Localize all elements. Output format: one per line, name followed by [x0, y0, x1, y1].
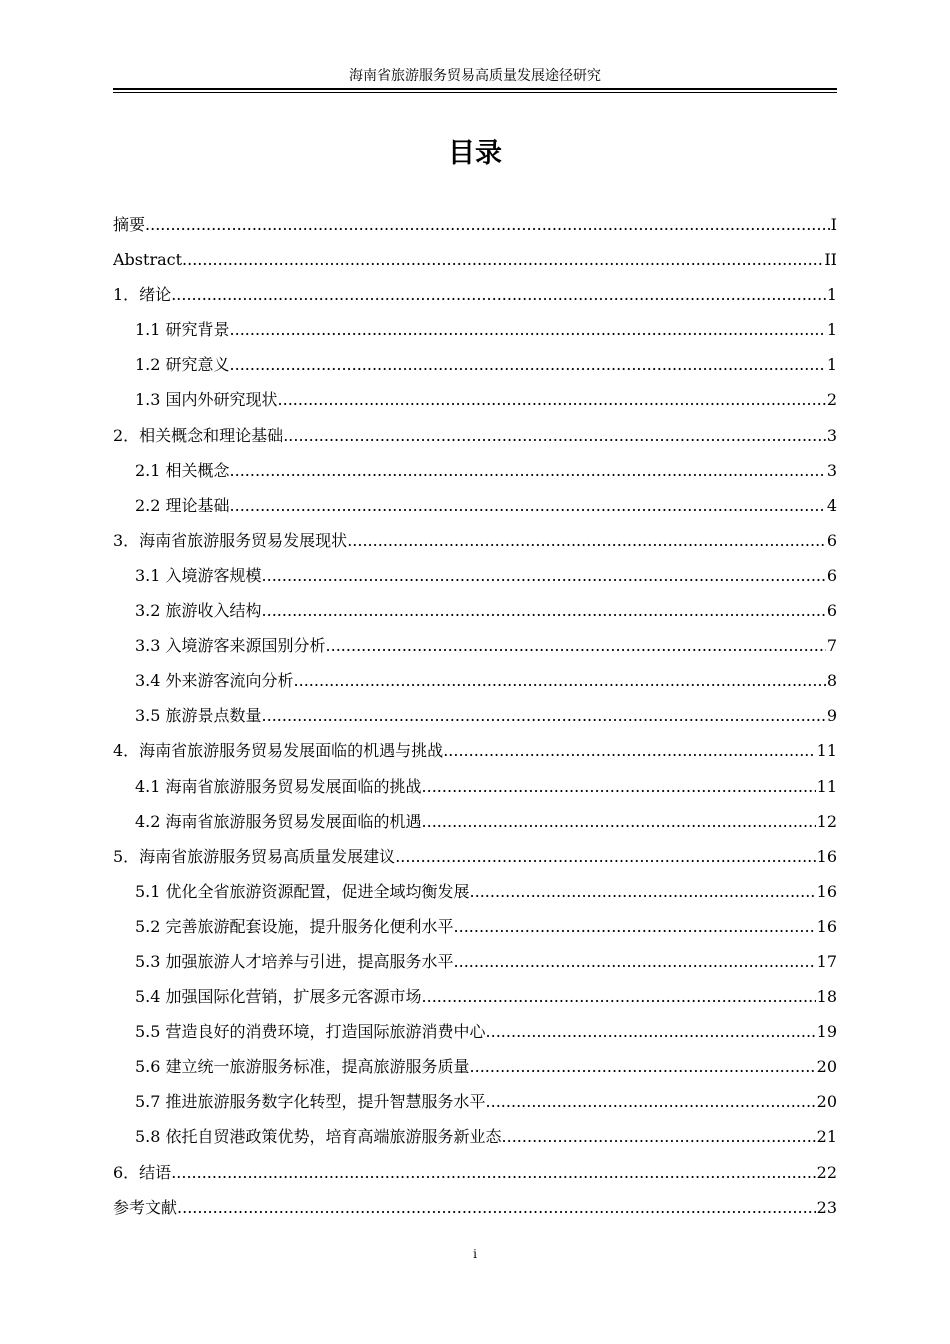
- toc-entry[interactable]: [113, 628, 837, 663]
- toc-dot-leader: [422, 979, 816, 1014]
- toc-entry[interactable]: [113, 769, 837, 804]
- toc-entry[interactable]: [113, 523, 837, 558]
- toc-entry-label: 3.5 旅游景点数量: [135, 706, 262, 726]
- toc-entry-page: 20: [816, 1092, 837, 1112]
- toc-entry-page: 1: [826, 355, 837, 375]
- toc-entry[interactable]: [113, 418, 837, 453]
- toc-entry-page: 20: [816, 1057, 837, 1077]
- toc-entry[interactable]: [113, 558, 837, 593]
- toc-entry[interactable]: [113, 242, 837, 277]
- toc-entry-page: 6: [826, 530, 837, 550]
- toc-dot-leader: [171, 277, 826, 312]
- toc-dot-leader: [443, 733, 815, 768]
- toc-dot-leader: [262, 558, 826, 593]
- toc-dot-leader: [454, 944, 816, 979]
- toc-entry-label: 5.8 依托自贸港政策优势，培育高端旅游服务新业态: [135, 1127, 502, 1147]
- toc-entry-label: 4.2 海南省旅游服务贸易发展面临的机遇: [135, 811, 422, 831]
- toc-entry[interactable]: [113, 909, 837, 944]
- toc-entry-label: 1．绪论: [113, 285, 172, 305]
- toc-dot-leader: [145, 207, 830, 242]
- toc-entry-label: 2.2 理论基础: [135, 495, 230, 515]
- toc-entry[interactable]: [113, 663, 837, 698]
- toc-entry[interactable]: [113, 382, 837, 417]
- toc-entry-page: 23: [816, 1197, 837, 1217]
- toc-entry-page: 8: [826, 671, 837, 691]
- toc-dot-leader: [486, 1014, 816, 1049]
- toc-entry[interactable]: [113, 698, 837, 733]
- toc-entry-page: 3: [826, 425, 837, 445]
- toc-entry-label: 3.1 入境游客规模: [135, 565, 262, 585]
- toc-entry[interactable]: [113, 312, 837, 347]
- toc-entry[interactable]: [113, 488, 837, 523]
- running-header: 海南省旅游服务贸易高质量发展途径研究: [349, 68, 601, 84]
- toc-entry-label: 5．海南省旅游服务贸易高质量发展建议: [113, 846, 396, 866]
- toc-entry-label: 5.4 加强国际化营销，扩展多元客源市场: [135, 987, 422, 1007]
- toc-entry-label: 1.1 研究背景: [135, 320, 230, 340]
- toc-entry-page: 11: [816, 741, 837, 761]
- header-rule-thick: [113, 88, 837, 90]
- toc-dot-leader: [470, 1049, 816, 1084]
- toc-entry-label: 3．海南省旅游服务贸易发展现状: [113, 530, 348, 550]
- toc-entry-label: 1.2 研究意义: [135, 355, 230, 375]
- toc-dot-leader: [470, 874, 816, 909]
- toc-entry[interactable]: [113, 979, 837, 1014]
- toc-dot-leader: [422, 804, 816, 839]
- toc-entry-page: 4: [826, 495, 837, 515]
- toc-entry[interactable]: [113, 593, 837, 628]
- toc-dot-leader: [177, 1190, 816, 1225]
- header-rule-thin: [113, 92, 837, 93]
- toc-dot-leader: [182, 242, 823, 277]
- toc-entry[interactable]: [113, 1119, 837, 1154]
- toc-entry-label: 5.2 完善旅游配套设施，提升服务化便利水平: [135, 916, 454, 936]
- toc-entry-label: 1.3 国内外研究现状: [135, 390, 278, 410]
- page-number: i: [473, 1247, 477, 1261]
- toc-entry-page: 18: [816, 987, 837, 1007]
- toc-entry-page: 12: [816, 811, 837, 831]
- table-of-contents: [113, 207, 837, 1225]
- toc-entry-label: 3.2 旅游收入结构: [135, 601, 262, 621]
- toc-entry[interactable]: [113, 207, 837, 242]
- toc-title: 目录: [448, 138, 502, 169]
- toc-entry-page: 6: [826, 601, 837, 621]
- toc-dot-leader: [294, 663, 826, 698]
- toc-entry-page: 16: [816, 846, 837, 866]
- toc-entry[interactable]: [113, 874, 837, 909]
- toc-entry[interactable]: [113, 804, 837, 839]
- toc-entry-label: 5.1 优化全省旅游资源配置，促进全域均衡发展: [135, 881, 470, 901]
- toc-entry[interactable]: [113, 347, 837, 382]
- toc-entry-page: 19: [816, 1022, 837, 1042]
- toc-entry[interactable]: [113, 1190, 837, 1225]
- toc-entry-page: 22: [816, 1162, 837, 1182]
- toc-dot-leader: [262, 593, 826, 628]
- toc-dot-leader: [230, 312, 826, 347]
- toc-entry-page: 2: [826, 390, 837, 410]
- toc-entry-label: 摘要: [113, 215, 146, 234]
- toc-entry[interactable]: [113, 277, 837, 312]
- toc-dot-leader: [278, 382, 826, 417]
- toc-entry-label: 4．海南省旅游服务贸易发展面临的机遇与挑战: [113, 741, 444, 761]
- toc-dot-leader: [283, 418, 826, 453]
- toc-entry-label: 3.4 外来游客流向分析: [135, 671, 294, 691]
- toc-entry-page: II: [824, 250, 837, 270]
- toc-entry-label: 参考文献: [113, 1197, 178, 1217]
- toc-entry-label: 5.3 加强旅游人才培养与引进，提高服务水平: [135, 951, 454, 971]
- toc-entry[interactable]: [113, 453, 837, 488]
- toc-entry-page: 21: [816, 1127, 837, 1147]
- toc-dot-leader: [422, 769, 816, 804]
- toc-entry-page: 1: [826, 320, 837, 340]
- toc-dot-leader: [326, 628, 826, 663]
- toc-entry-label: 2．相关概念和理论基础: [113, 425, 284, 445]
- toc-entry-label: 6．结语: [113, 1162, 172, 1182]
- toc-entry-page: 16: [816, 881, 837, 901]
- toc-entry-label: 4.1 海南省旅游服务贸易发展面临的挑战: [135, 776, 422, 796]
- toc-entry[interactable]: [113, 1049, 837, 1084]
- toc-dot-leader: [454, 909, 816, 944]
- toc-entry-page: 11: [816, 776, 837, 796]
- toc-entry[interactable]: [113, 839, 837, 874]
- toc-entry[interactable]: [113, 944, 837, 979]
- toc-entry-label: 5.6 建立统一旅游服务标准，提高旅游服务质量: [135, 1057, 470, 1077]
- toc-dot-leader: [171, 1155, 815, 1190]
- toc-dot-leader: [395, 839, 815, 874]
- toc-dot-leader: [230, 347, 826, 382]
- toc-entry-label: 2.1 相关概念: [135, 460, 230, 480]
- toc-dot-leader: [230, 488, 826, 523]
- toc-entry-label: Abstract: [113, 250, 183, 270]
- toc-entry-page: 7: [826, 636, 837, 656]
- toc-entry-label: 3.3 入境游客来源国别分析: [135, 636, 326, 656]
- toc-entry-page: 3: [826, 460, 837, 480]
- toc-entry-label: 5.5 营造良好的消费环境，打造国际旅游消费中心: [135, 1022, 486, 1042]
- toc-entry[interactable]: [113, 1155, 837, 1190]
- toc-entry-page: 16: [816, 916, 837, 936]
- toc-entry-page: 17: [816, 951, 837, 971]
- toc-entry-page: 9: [826, 706, 837, 726]
- toc-dot-leader: [502, 1119, 816, 1154]
- toc-entry-page: 1: [826, 285, 837, 305]
- toc-dot-leader: [230, 453, 826, 488]
- toc-dot-leader: [262, 698, 826, 733]
- toc-entry[interactable]: [113, 733, 837, 768]
- toc-dot-leader: [347, 523, 826, 558]
- toc-entry-label: 5.7 推进旅游服务数字化转型，提升智慧服务水平: [135, 1092, 486, 1112]
- toc-dot-leader: [486, 1084, 816, 1119]
- toc-entry-page: 6: [826, 565, 837, 585]
- toc-entry-page: I: [830, 215, 837, 234]
- toc-entry[interactable]: [113, 1014, 837, 1049]
- toc-entry[interactable]: [113, 1084, 837, 1119]
